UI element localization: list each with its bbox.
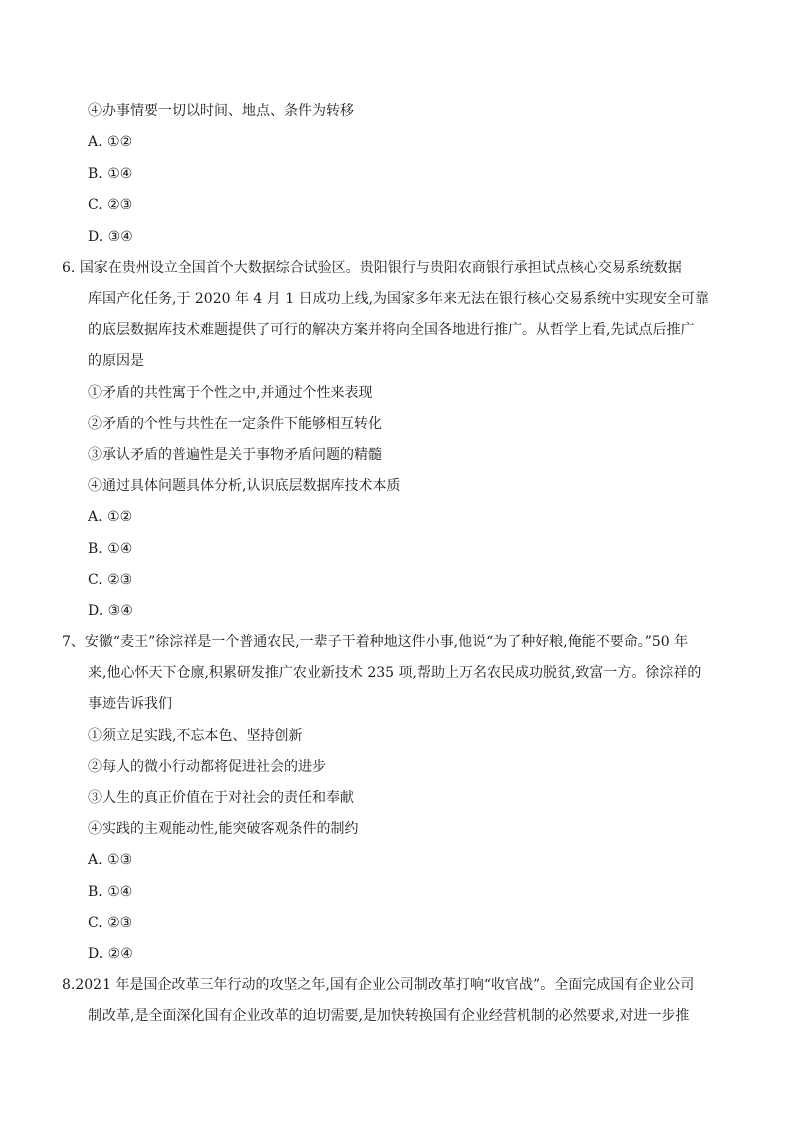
prev-option-d: D. ③④	[88, 229, 133, 245]
q7-option-a: A. ①③	[88, 852, 133, 868]
q8-stem-line-2: 制改革,是全面深化国有企业改革的迫切需要,是加快转换国有企业经营机制的必然要求,对进一步推	[88, 1008, 690, 1024]
q7-item-2: ②每人的微小行动都将促进社会的进步	[88, 759, 326, 775]
q7-option-c: C. ②③	[88, 915, 133, 931]
q7-item-3: ③人生的真正价值在于对社会的责任和奉献	[88, 790, 354, 806]
q6-option-d: D. ③④	[88, 603, 133, 619]
q6-item-3: ③承认矛盾的普遍性是关于事物矛盾问题的精髓	[88, 447, 382, 463]
prev-option-a: A. ①②	[88, 134, 133, 150]
q7-stem-line-3: 事迹告诉我们	[88, 696, 172, 712]
q6-option-a: A. ①②	[88, 509, 133, 525]
q6-stem-line-1: 6. 国家在贵州设立全国首个大数据综合试验区。贵阳银行与贵阳农商银行承担试点核心交易系统数据	[62, 260, 682, 276]
q8-stem-line-1: 8.2021 年是国企改革三年行动的攻坚之年,国有企业公司制改革打响“收官战”。全面完成国有企业公司	[62, 977, 695, 993]
q6-stem-line-2: 库国产化任务,于 2020 年 4 月 1 日成功上线,为国家多年来无法在银行核心交易系统中实现安全可靠	[88, 291, 710, 307]
q6-stem-line-4: 的原因是	[88, 353, 144, 369]
q8-number: 8.	[62, 977, 76, 993]
q7-item-1: ①须立足实践,不忘本色、坚持创新	[88, 728, 303, 744]
q6-number: 6.	[62, 260, 76, 276]
q6-stem-line-3: 的底层数据库技术难题提供了可行的解决方案并将向全国各地进行推广。从哲学上看,先试点后推广	[88, 322, 695, 338]
q6-option-b: B. ①④	[88, 541, 133, 557]
q6-item-2: ②矛盾的个性与共性在一定条件下能够相互转化	[88, 416, 382, 432]
q7-number: 7、	[62, 634, 85, 650]
q7-stem-line-1: 7、安徽“麦王”徐淙祥是一个普通农民,一辈子干着种地这件小事,他说“为了种好粮,俺能不要命。”50 年	[62, 634, 689, 650]
q7-stem-line-2: 来,他心怀天下仓廪,积累研发推广农业新技术 235 项,帮助上万名农民成功脱贫,致富一方。徐淙祥的	[88, 665, 702, 681]
q6-item-1: ①矛盾的共性寓于个性之中,并通过个性来表现	[88, 385, 373, 401]
q6-item-4: ④通过具体问题具体分析,认识底层数据库技术本质	[88, 478, 401, 494]
prev-option-b: B. ①④	[88, 166, 133, 182]
prev-item-4: ④办事情要一切以时间、地点、条件为转移	[88, 103, 354, 119]
q7-option-d: D. ②④	[88, 946, 133, 962]
q7-option-b: B. ①④	[88, 884, 133, 900]
q6-option-c: C. ②③	[88, 572, 133, 588]
q7-item-4: ④实践的主观能动性,能突破客观条件的制约	[88, 821, 359, 837]
prev-option-c: C. ②③	[88, 197, 133, 213]
